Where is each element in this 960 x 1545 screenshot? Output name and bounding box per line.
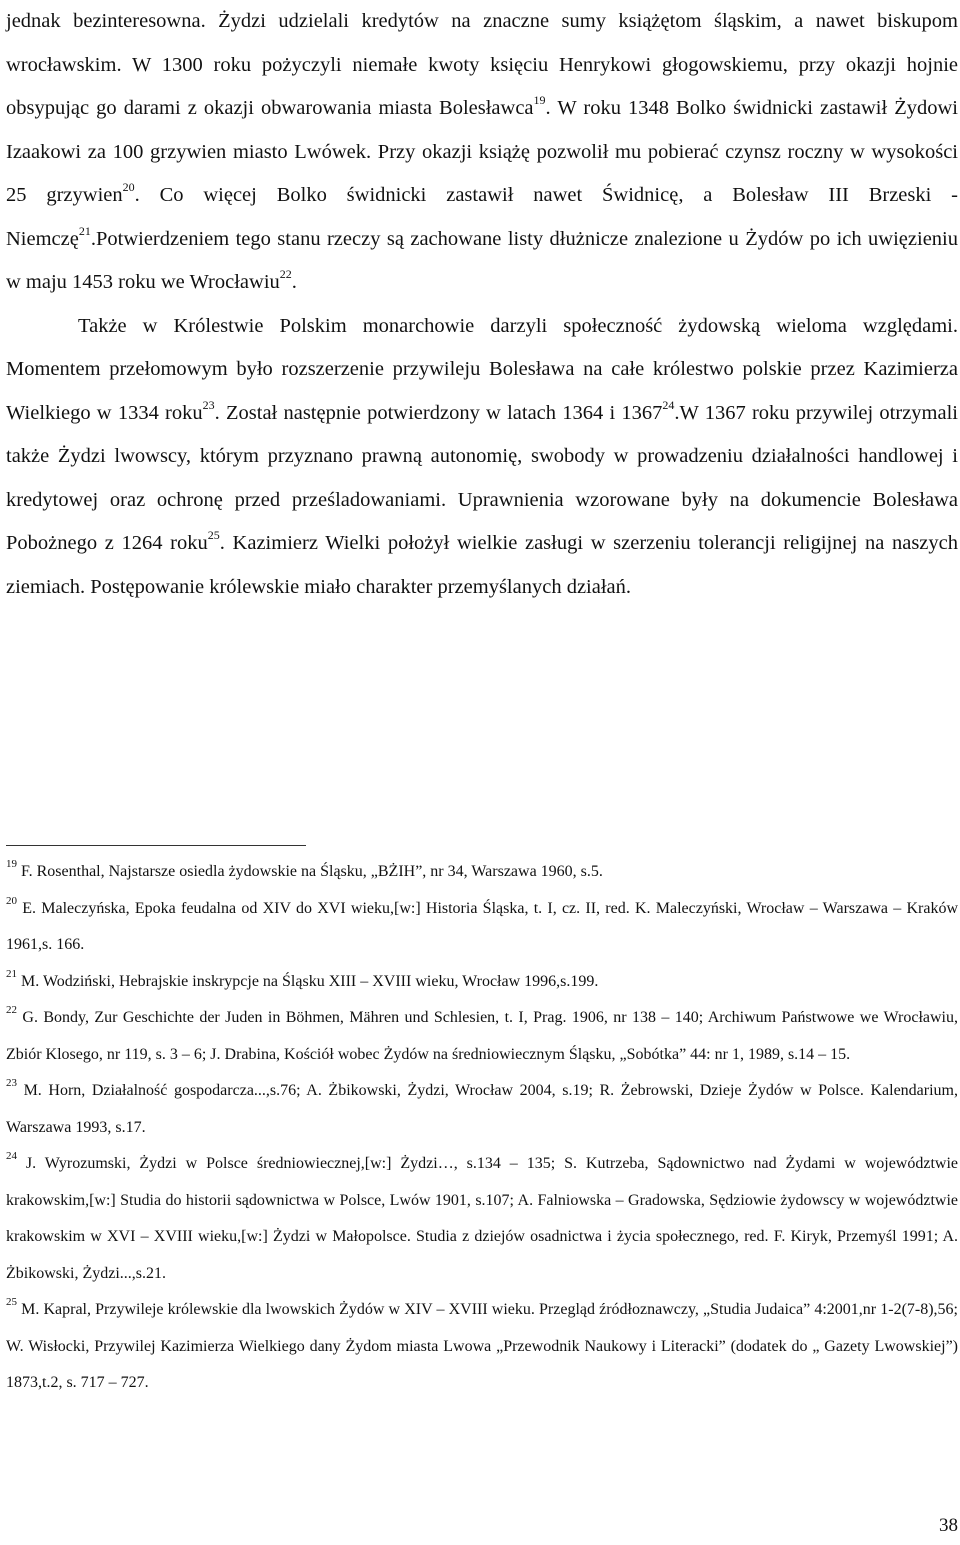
- footnote-21: [6, 964, 958, 1001]
- footnote-text: M. Horn, Działalność gospodarcza...,s.76; A. Żbikowski, Żydzi, Wrocław 2004, s.19; R. Żebrowski, Dzieje Żydów w Polsce. Kalendarium, Warszawa 1993, s.17.: [6, 1082, 958, 1136]
- paragraph-1: [6, 0, 958, 305]
- footnote-number: 21: [6, 967, 17, 980]
- footnote-number: 25: [6, 1296, 17, 1308]
- footnote-text: F. Rosenthal, Najstarsze osiedla żydowskie na Śląsku, „BŻIH”, nr 34, Warszawa 1960, s.5.: [17, 863, 603, 880]
- paragraph-text: .W 1367 roku przywilej otrzymali także Żydzi lwowscy, którym przyznano prawną autonomię, swobody w prowadzeniu działalności handlowej i kredytowej oraz ochronę przed prześladowaniami. Uprawnienia wzorowane były na dokumencie Bolesława Pobożnego z 1264 roku: [6, 401, 958, 554]
- body-text: [6, 0, 958, 609]
- footnote-number: 24: [6, 1150, 17, 1162]
- footnote-number: 22: [6, 1004, 17, 1016]
- footnote-24: [6, 1146, 958, 1292]
- footnote-text: M. Wodziński, Hebrajskie inskrypcje na Śląsku XIII – XVIII wieku, Wrocław 1996,s.199.: [17, 972, 599, 990]
- paragraph-text: .: [291, 271, 297, 293]
- paragraph-text: . W roku 1348 Bolko świdnicki zastawił Żydowi Izaakowi za 100 grzywien miasto Lwówek. Przy okazji książę pozwolił mu pobierać czynsz roczny w wysokości 25 grzywien: [6, 97, 958, 206]
- footnote-ref-25[interactable]: 25: [207, 528, 220, 542]
- footnote-text: J. Wyrozumski, Żydzi w Polsce średniowiecznej,[w:] Żydzi…, s.134 – 135; S. Kutrzeba, Sądownictwo nad Żydami w województwie krakowskim,[w:] Studia do historii sądownictwa w Polsce, Lwów 1901, s.107; A. Falniowska – Gradowska, Sędziowie żydowscy w województwie krakowskim w XVI – XVIII wieku,[w:] Żydzi w Małopolsce. Studia z dziejów osadnictwa i życia społecznego, red. F. Kiryk, Przemyśl 1991; A. Żbikowski, Żydzi...,s.21.: [6, 1155, 958, 1282]
- footnote-separator: [6, 845, 306, 846]
- page-number: 38: [939, 1515, 958, 1536]
- footnote-ref-20[interactable]: 20: [122, 180, 135, 194]
- paragraph-text: .Potwierdzeniem tego stanu rzeczy są zachowane listy dłużnicze znalezione u Żydów po ich uwięzieniu w maju 1453 roku we Wrocławiu: [6, 227, 958, 293]
- paragraph-text: jednak bezinteresowna. Żydzi udzielali kredytów na znaczne sumy książętom śląskim, a nawet biskupom wrocławskim. W 1300 roku pożyczyli niemałe kwoty księciu Henrykowi głogowskiemu, przy okazji hojnie obsypując go darami z okazji obwarowania miasta Bolesławca: [6, 10, 958, 119]
- footnote-text: G. Bondy, Zur Geschichte der Juden in Böhmen, Mähren und Schlesien, t. I, Prag. 1906, nr 138 – 140; Archiwum Państwowe we Wrocławiu, Zbiór Klosego, nr 119, s. 3 – 6; J. Drabina, Kościół wobec Żydów na średniowiecznym Śląsku, „Sobótka” 44: nr 1, 1989, s.14 – 15.: [6, 1009, 958, 1063]
- footnote-ref-24[interactable]: 24: [662, 397, 675, 412]
- footnote-ref-21[interactable]: 21: [78, 223, 91, 238]
- footnote-ref-23[interactable]: 23: [202, 397, 215, 412]
- footnote-number: 19: [6, 858, 17, 870]
- footnote-number: 20: [6, 894, 17, 907]
- footnote-ref-22[interactable]: 22: [279, 267, 292, 281]
- footnote-19: [6, 854, 958, 891]
- document-page: [6, 0, 958, 1391]
- paragraph-text: . Kazimierz Wielki położył wielkie zasługi w szerzeniu tolerancji religijnej na naszych ziemiach. Postępowanie królewskie miało charakter przemyślanych działań.: [6, 532, 958, 598]
- paragraph-2: [6, 305, 958, 610]
- footnote-number: 23: [6, 1077, 17, 1089]
- paragraph-text: . Co więcej Bolko świdnicki zastawił nawet Świdnicę, a Bolesław III Brzeski - Niemczę: [6, 184, 958, 250]
- footnote-20: [6, 891, 958, 964]
- footnote-25: [6, 1292, 958, 1402]
- footnote-23: [6, 1073, 958, 1146]
- footnote-22: [6, 1000, 958, 1073]
- paragraph-text: Także w Królestwie Polskim monarchowie darzyli społeczność żydowską wieloma względami. Momentem przełomowym było rozszerzenie przywileju Bolesława na całe królestwo polskie przez Kazimierza Wielkiego w 1334 roku: [6, 314, 958, 424]
- footnote-text: E. Maleczyńska, Epoka feudalna od XIV do XVI wieku,[w:] Historia Śląska, t. I, cz. II, red. K. Maleczyński, Wrocław – Warszawa – Kraków 1961,s. 166.: [6, 899, 958, 953]
- footnote-text: M. Kapral, Przywileje królewskie dla lwowskich Żydów w XIV – XVIII wieku. Przegląd źródłoznawczy, „Studia Judaica” 4:2001,nr 1-2(7-8),56; W. Wisłocki, Przywilej Kazimierza Wielkiego dany Żydom miasta Lwowa „Przewodnik Naukowy i Literacki” (dodatek do „ Gazety Lwowskiej”) 1873,t.2, s. 717 – 727.: [6, 1301, 958, 1391]
- footnotes: [6, 854, 958, 1402]
- footnote-ref-19[interactable]: 19: [533, 93, 546, 107]
- paragraph-text: . Został następnie potwierdzony w latach 1364 i 1367: [214, 401, 663, 424]
